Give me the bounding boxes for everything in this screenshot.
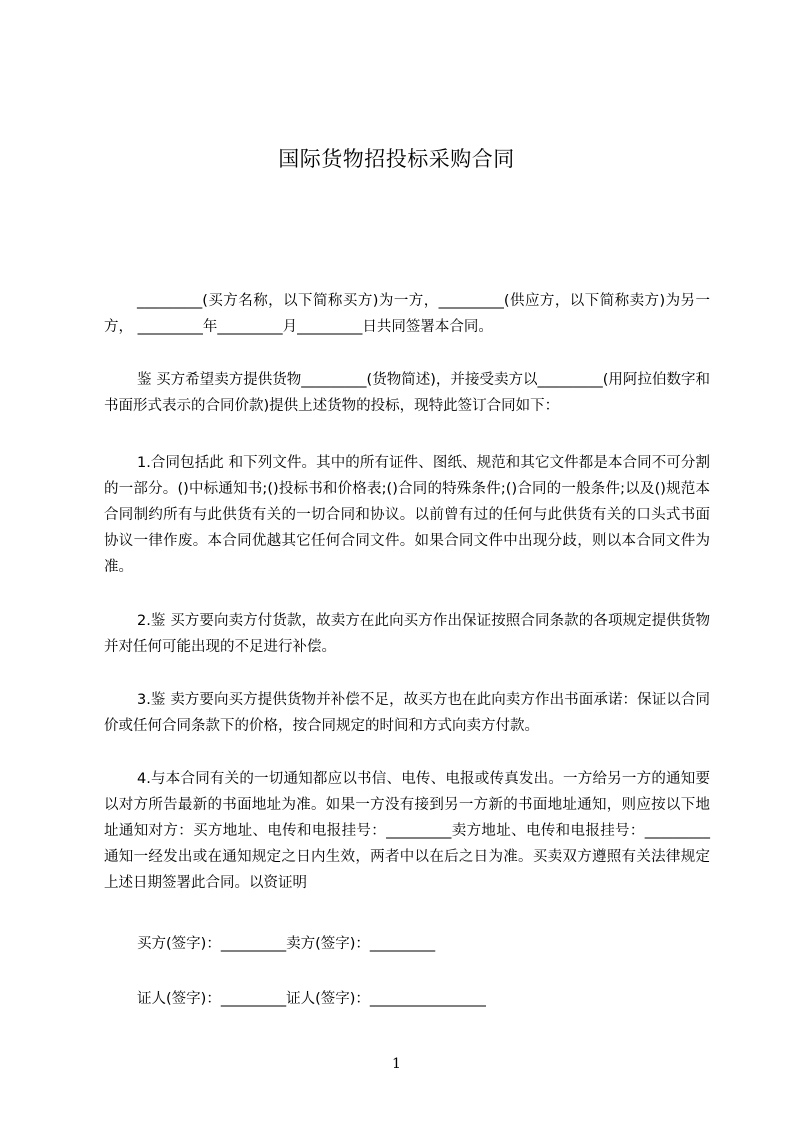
document-title: 国际货物招投标采购合同: [278, 147, 515, 171]
paragraph-parties: [104, 288, 710, 340]
paragraph-parties-text: _________(买方名称，以下简称买方)为一方，_________(供应方，以下简称卖方)为另一方， _________年_________月_________日共同签署本合同。: [104, 293, 710, 335]
paragraph-whereas: [104, 367, 710, 419]
clause-4: [104, 766, 710, 896]
page-number: 1: [392, 1056, 401, 1072]
signature-line-witnesses: 证人(签字)：_________证人(签字)：________________: [137, 991, 486, 1007]
clause-1: [104, 450, 710, 580]
clause-3-text: 3.鉴 卖方要向买方提供货物并补偿不足，故买方也在此向卖方作出书面承诺：保证以合同价或任何合同条款下的价格，按合同规定的时间和方式向卖方付款。: [104, 692, 710, 734]
clause-1-text: 1.合同包括此 和下列文件。其中的所有证件、图纸、规范和其它文件都是本合同不可分割的一部分。()中标通知书;()投标书和价格表;()合同的特殊条件;()合同的一般条件;以及()规范本合同制约所有与此供货有关的一切合同和协议。以前曾有过的任何与此供货有关的口头式书面协议一律作废。本合同优越其它任何合同文件。如果合同文件中出现分歧，则以本合同文件为准。: [104, 455, 710, 575]
clause-3: [104, 687, 710, 739]
paragraph-whereas-text: 鉴 买方希望卖方提供货物_________(货物简述)，并接受卖方以_________(用阿拉伯数字和书面形式表示的合同价款)提供上述货物的投标，现特此签订合同如下：: [104, 372, 710, 414]
clause-2: [104, 608, 710, 660]
signature-line-parties: 买方(签字)：_________卖方(签字)：_________: [137, 936, 436, 952]
clause-2-text: 2.鉴 买方要向卖方付货款，故卖方在此向买方作出保证按照合同条款的各项规定提供货物并对任何可能出现的不足进行补偿。: [104, 613, 710, 655]
clause-4-text: 4.与本合同有关的一切通知都应以书信、电传、电报或传真发出。一方给另一方的通知要以对方所告最新的书面地址为准。如果一方没有接到另一方新的书面地址通知，则应按以下地址通知对方：买方地址、电传和电报挂号：_________卖方地址、电传和电报挂号：_________通知一经发出或在通知规定之日内生效，两者中以在后之日为准。买卖双方遵照有关法律规定 上述日期签署此合同。以资证明: [104, 771, 710, 891]
